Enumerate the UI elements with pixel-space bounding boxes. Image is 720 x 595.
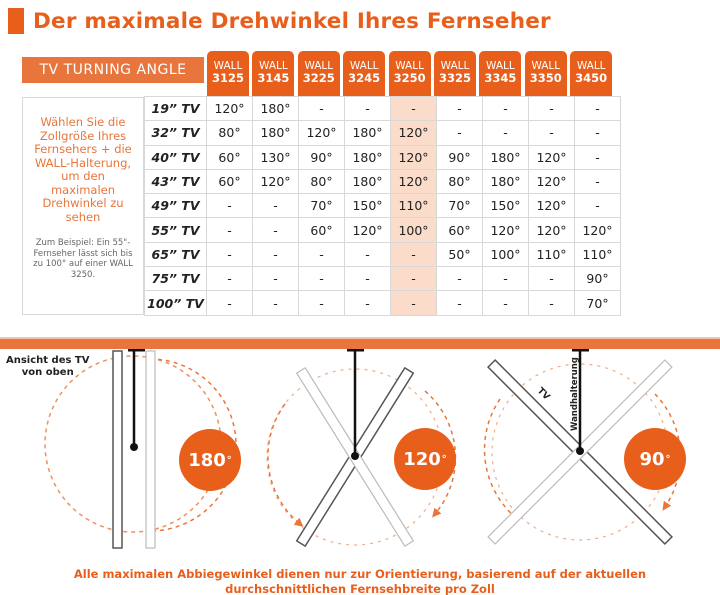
- angle-cell: -: [437, 291, 483, 315]
- table-row: [145, 169, 621, 193]
- angle-cell: 120°: [391, 121, 437, 145]
- angle-cell: -: [529, 267, 575, 291]
- tv-size-cell: 40” TV: [145, 145, 207, 169]
- wall-header-3450: [570, 51, 612, 97]
- wall-header-3145: [252, 51, 294, 97]
- angle-badge-90-value: 90: [639, 448, 665, 470]
- angle-cell: -: [345, 242, 391, 266]
- angle-cell: -: [483, 97, 529, 121]
- angle-cell: -: [575, 169, 621, 193]
- angle-cell: 100°: [391, 218, 437, 242]
- angle-cell: 120°: [391, 169, 437, 193]
- wall-header-3350: [525, 51, 567, 97]
- angle-cell: -: [207, 194, 253, 218]
- angle-cell: 150°: [483, 194, 529, 218]
- angle-cell: -: [253, 291, 299, 315]
- angle-cell: -: [529, 121, 575, 145]
- angle-cell: 60°: [437, 218, 483, 242]
- angle-cell: 120°: [483, 218, 529, 242]
- angle-cell: -: [575, 194, 621, 218]
- angle-cell: -: [253, 194, 299, 218]
- angle-cell: 110°: [391, 194, 437, 218]
- footnote-line2: durchschnittlichen Fernsehbreite pro Zoll: [225, 582, 495, 595]
- angle-cell: 180°: [345, 121, 391, 145]
- angle-cell: -: [529, 97, 575, 121]
- angle-cell: 180°: [345, 145, 391, 169]
- wall-header-prefix: WALL: [213, 60, 243, 72]
- angle-badge-120-value: 120: [403, 448, 441, 470]
- wall-header-prefix: WALL: [576, 60, 606, 72]
- angle-badge-90: [624, 428, 686, 490]
- angle-cell: -: [253, 242, 299, 266]
- angle-badge-120: [394, 428, 456, 490]
- angle-cell: -: [253, 218, 299, 242]
- angle-cell: 120°: [575, 218, 621, 242]
- angle-cell: 120°: [345, 218, 391, 242]
- angle-cell: -: [345, 97, 391, 121]
- wall-header-3345: [479, 51, 521, 97]
- angle-cell: 80°: [437, 169, 483, 193]
- angle-cell: -: [575, 145, 621, 169]
- table-row: [145, 291, 621, 315]
- angle-cell: 180°: [483, 169, 529, 193]
- tv-panel-right-ghost: [146, 351, 155, 548]
- footnote-line1: Alle maximalen Abbiegewinkel dienen nur zur Orientierung, basierend auf der aktuellen: [73, 567, 647, 581]
- angle-cell: -: [299, 97, 345, 121]
- angle-cell: -: [437, 97, 483, 121]
- angle-cell: 90°: [437, 145, 483, 169]
- angle-cell: 180°: [253, 97, 299, 121]
- wall-header-prefix: WALL: [304, 60, 334, 72]
- tv-size-cell: 65” TV: [145, 242, 207, 266]
- wall-header-prefix: WALL: [349, 60, 379, 72]
- table-row: [145, 267, 621, 291]
- angle-cell: 70°: [437, 194, 483, 218]
- angle-cell: 120°: [529, 218, 575, 242]
- angle-cell: 130°: [253, 145, 299, 169]
- angle-badge-180-unit: °: [226, 454, 232, 466]
- angle-cell: 60°: [207, 145, 253, 169]
- wall-header-number: 3245: [348, 71, 381, 85]
- angle-cell: -: [575, 97, 621, 121]
- angle-cell: -: [483, 267, 529, 291]
- tv-size-cell: 49” TV: [145, 194, 207, 218]
- angle-cell: -: [391, 97, 437, 121]
- angle-cell: 180°: [345, 169, 391, 193]
- angle-cell: -: [299, 291, 345, 315]
- tv-size-cell: 32” TV: [145, 121, 207, 145]
- title-accent-bar: [8, 8, 24, 34]
- angle-cell: 80°: [207, 121, 253, 145]
- angle-badge-180: [179, 429, 241, 491]
- title-row: [8, 6, 712, 36]
- wall-header-number: 3225: [302, 71, 335, 85]
- angle-cell: 180°: [483, 145, 529, 169]
- wall-header-number: 3125: [211, 71, 244, 85]
- wall-header-number: 3450: [575, 71, 608, 85]
- tv-size-cell: 19” TV: [145, 97, 207, 121]
- description-main: Wählen Sie die Zollgröße Ihres Fernsehers + die WALL-Halterung, um den maximalen Drehwinkel zu sehen: [34, 115, 132, 224]
- angle-cell: -: [345, 267, 391, 291]
- angle-cell: 60°: [207, 169, 253, 193]
- wall-header-number: 3145: [257, 71, 290, 85]
- angle-cell: -: [437, 267, 483, 291]
- tv-size-cell: 100” TV: [145, 291, 207, 315]
- wall-header-number: 3350: [529, 71, 562, 85]
- wall-header-3325: [434, 51, 476, 97]
- angle-cell: -: [207, 218, 253, 242]
- angle-table: [144, 96, 621, 316]
- wall-header-prefix: WALL: [440, 60, 470, 72]
- table-row: [145, 121, 621, 145]
- angle-badge-90-unit: °: [665, 453, 671, 465]
- angle-cell: 110°: [575, 242, 621, 266]
- angle-cell: 150°: [345, 194, 391, 218]
- wall-header-3125: [207, 51, 249, 97]
- angle-cell: 70°: [299, 194, 345, 218]
- wall-header-3225: [298, 51, 340, 97]
- angle-cell: 90°: [575, 267, 621, 291]
- angle-cell: 120°: [253, 169, 299, 193]
- tv-size-cell: 55” TV: [145, 218, 207, 242]
- angle-cell: 120°: [391, 145, 437, 169]
- table-row: [145, 218, 621, 242]
- tv-size-cell: 43” TV: [145, 169, 207, 193]
- table-row: [145, 194, 621, 218]
- wall-header-number: 3345: [484, 71, 517, 85]
- section-divider: [0, 339, 720, 349]
- angle-cell: -: [345, 291, 391, 315]
- wall-header-prefix: WALL: [395, 60, 424, 72]
- wall-mount-label: Wandhalterung: [570, 357, 580, 431]
- pivot-point: [130, 443, 138, 451]
- wall-header-prefix: WALL: [486, 60, 515, 72]
- turning-angle-label: TV TURNING ANGLE: [22, 57, 204, 83]
- angle-cell: 120°: [529, 194, 575, 218]
- angle-cell: 70°: [575, 291, 621, 315]
- table-row: [145, 97, 621, 121]
- angle-cell: 120°: [529, 145, 575, 169]
- angle-cell: -: [483, 291, 529, 315]
- page-title: Der maximale Drehwinkel Ihres Fernseher: [33, 8, 551, 34]
- pivot-point: [351, 452, 359, 460]
- angle-cell: -: [207, 267, 253, 291]
- angle-cell: -: [575, 121, 621, 145]
- description-example: Zum Beispiel: Ein 55"-Fernseher lässt sich bis zu 100° auf einer WALL 3250.: [33, 238, 133, 280]
- tv-size-cell: 75” TV: [145, 267, 207, 291]
- angle-cell: -: [529, 291, 575, 315]
- table-row: [145, 242, 621, 266]
- description-box: [22, 97, 144, 315]
- angle-cell: 90°: [299, 145, 345, 169]
- wall-header-prefix: WALL: [259, 60, 288, 72]
- angle-cell: -: [299, 267, 345, 291]
- wall-header-number: 3325: [438, 71, 471, 85]
- angle-cell: -: [391, 291, 437, 315]
- rotation-diagram: [0, 349, 720, 561]
- tv-panel-left: [113, 351, 122, 548]
- footnote: [20, 567, 700, 595]
- angle-badge-180-value: 180: [188, 449, 226, 471]
- angle-cell: 50°: [437, 242, 483, 266]
- angle-cell: 60°: [299, 218, 345, 242]
- pivot-point: [576, 447, 584, 455]
- wall-header-3250: [389, 51, 431, 97]
- angle-cell: 110°: [529, 242, 575, 266]
- wall-header-3245: [343, 51, 385, 97]
- angle-cell: -: [299, 242, 345, 266]
- angle-cell: -: [391, 242, 437, 266]
- angle-cell: 120°: [207, 97, 253, 121]
- angle-cell: 100°: [483, 242, 529, 266]
- angle-cell: -: [483, 121, 529, 145]
- angle-cell: -: [437, 121, 483, 145]
- angle-cell: 180°: [253, 121, 299, 145]
- wall-header-number: 3250: [393, 71, 426, 85]
- angle-cell: -: [207, 242, 253, 266]
- angle-cell: 80°: [299, 169, 345, 193]
- wall-header-prefix: WALL: [531, 60, 561, 72]
- angle-cell: 120°: [529, 169, 575, 193]
- angle-cell: 120°: [299, 121, 345, 145]
- angle-cell: -: [253, 267, 299, 291]
- rotation-arrow-120-left: [268, 404, 300, 524]
- top-view-label-line1: Ansicht des TV: [6, 355, 90, 366]
- angle-cell: -: [207, 291, 253, 315]
- angle-cell: -: [391, 267, 437, 291]
- top-view-label-line2: von oben: [21, 367, 74, 378]
- angle-badge-120-unit: °: [441, 453, 447, 465]
- table-row: [145, 145, 621, 169]
- tv-label: TV: [534, 386, 552, 403]
